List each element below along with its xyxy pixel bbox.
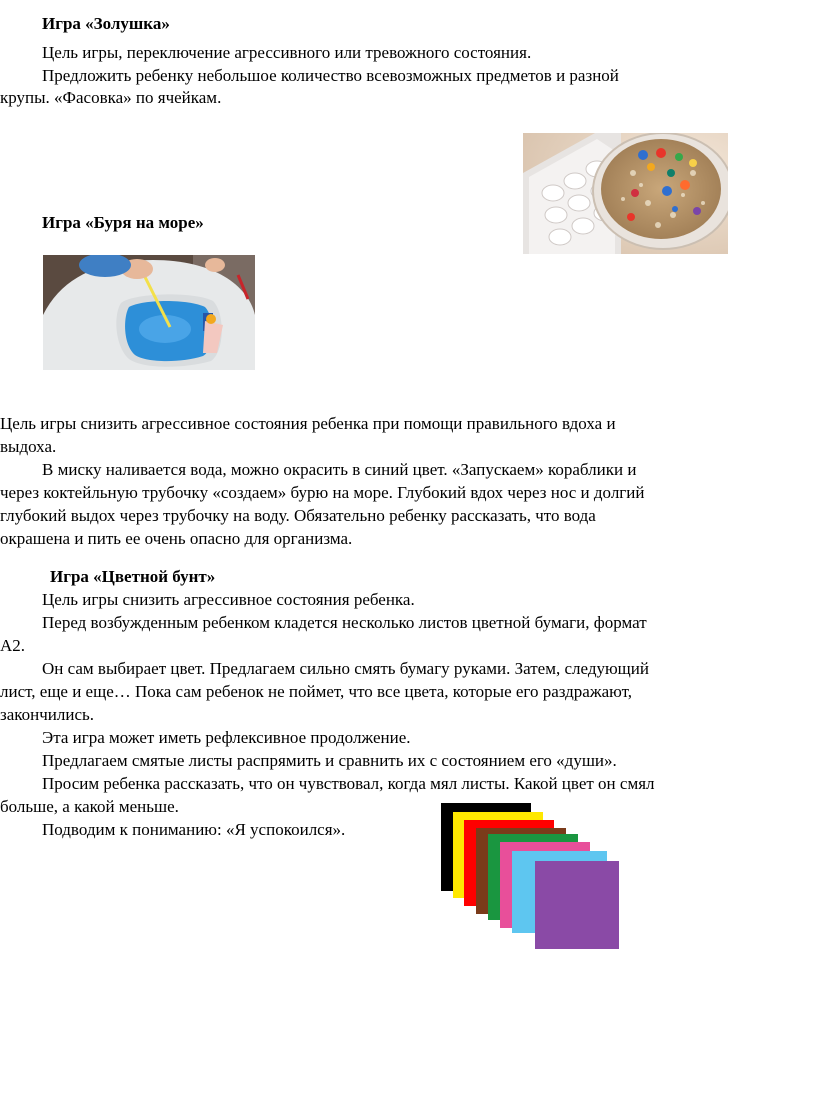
bunt-p2-1: Он сам выбирает цвет. Предлагаем сильно смять бумагу руками. Затем, следующий xyxy=(42,659,649,678)
bunt-p5-1: Просим ребенка рассказать, что он чувствовал, когда мял листы. Какой цвет он смял xyxy=(42,774,655,793)
sorting-tray-photo xyxy=(523,133,728,254)
bunt-p2-2: лист, еще и еще… Пока сам ребенок не поймет, что все цвета, которые его раздражают, xyxy=(0,682,633,701)
zolushka-title: Игра «Золушка» xyxy=(42,14,170,33)
sea-storm-illustration xyxy=(43,255,255,370)
paper-sheet-purple xyxy=(535,861,619,949)
sorting-tray-illustration xyxy=(523,133,728,254)
bunt-title: Игра «Цветной бунт» xyxy=(50,567,216,586)
burya-p-1: В миску наливается вода, можно окрасить в синий цвет. «Запускаем» кораблики и xyxy=(42,460,637,479)
burya-goal-1: Цель игры снизить агрессивное состояния ребенка при помощи правильного вдоха и xyxy=(0,414,616,433)
zolushka-desc-2: крупы. «Фасовка» по ячейкам. xyxy=(0,88,222,107)
burya-goal-2: выдоха. xyxy=(0,437,57,456)
burya-title: Игра «Буря на море» xyxy=(42,213,204,232)
zolushka-goal: Цель игры, переключение агрессивного или тревожного состояния. xyxy=(42,43,532,62)
bunt-p2-3: закончились. xyxy=(0,705,95,724)
bunt-p5-2: больше, а какой меньше. xyxy=(0,797,179,816)
burya-p-2: через коктейльную трубочку «создаем» бурю на море. Глубокий вдох через нос и долгий xyxy=(0,483,645,502)
bunt-p6: Подводим к пониманию: «Я успокоился». xyxy=(42,820,346,839)
bunt-p3: Эта игра может иметь рефлексивное продолжение. xyxy=(42,728,411,747)
bunt-goal: Цель игры снизить агрессивное состояния ребенка. xyxy=(42,590,415,609)
burya-p-3: глубокий выдох через трубочку на воду. Обязательно ребенку рассказать, что вода xyxy=(0,506,596,525)
bunt-p1-2: А2. xyxy=(0,636,26,655)
sea-storm-photo xyxy=(43,255,255,370)
zolushka-desc-1: Предложить ребенку небольшое количество всевозможных предметов и разной xyxy=(42,66,619,85)
bunt-p1-1: Перед возбужденным ребенком кладется несколько листов цветной бумаги, формат xyxy=(42,613,647,632)
burya-p-4: окрашена и пить ее очень опасно для организма. xyxy=(0,529,353,548)
bunt-p4: Предлагаем смятые листы распрямить и сравнить их с состоянием его «души». xyxy=(42,751,617,770)
